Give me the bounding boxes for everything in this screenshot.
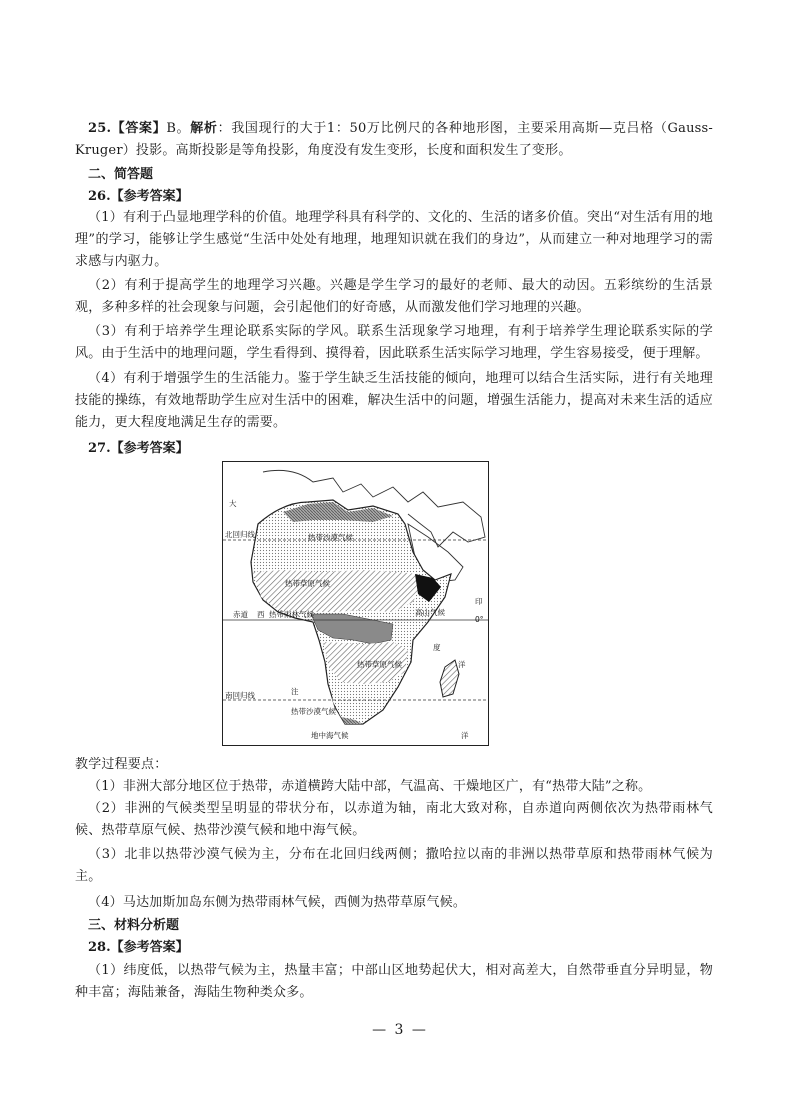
q27-point-4: （4）马达加斯加岛东侧为热带雨林气候，西侧为热带草原气候。 — [88, 895, 467, 910]
q26-heading: 26.【参考答案】 — [88, 189, 189, 204]
q27-point-2: （2）非洲的气候类型呈明显的带状分布，以赤道为轴，南北大致对称，自赤道向两侧依次为热带雨林气候、热带草原气候、热带沙漠气候和地中海气候。 — [75, 801, 713, 838]
q25-text: ：我国现行的大于1：50万比例尺的各种地形图，主要采用高斯—克吕格（Gauss-Kruger）投影。高斯投影是等角投影，角度没有发生变形，长度和面积发生了变形。 — [75, 121, 713, 158]
map-label-yin: 印 — [475, 597, 483, 606]
q25-paragraph — [75, 118, 713, 162]
section-2-heading: 二、简答题 — [88, 167, 154, 182]
map-label-du: 度 — [433, 643, 441, 652]
savanna-zone-north — [253, 570, 423, 612]
africa-map-svg — [223, 462, 488, 745]
page-number: — 3 — — [372, 1022, 428, 1038]
map-label-tropic-north: 北回归线 — [225, 530, 255, 539]
map-label-mediterranean: 地中海气候 — [311, 731, 349, 740]
madagascar — [440, 660, 459, 697]
map-label-desert-south: 热带沙漠气候 — [291, 707, 336, 716]
q26-point-1: （1）有利于凸显地理学科的价值。地理学科具有科学的、文化的、生活的诸多价值。突出“对生活有用的地理”的学习，能够让学生感觉“生活中处处有地理，地理知识就在我们的身边”，从而建立一种对地理学习的需求感与内驱力。 — [75, 210, 713, 269]
q26-point-3: （3）有利于培养学生理论联系实际的学风。联系生活现象学习地理，有利于培养学生理论联系实际的学风。由于生活中的地理问题，学生看得到、摸得着，因此联系生活实际学习地理，学生容易接受，便于理解。 — [75, 324, 713, 361]
map-label-west: 西 — [257, 610, 265, 619]
map-label-zero: 0° — [475, 615, 484, 624]
map-label-savanna-north: 热带草原气候 — [285, 579, 330, 588]
q27-point-3: （3）北非以热带沙漠气候为主，分布在北回归线两侧；撒哈拉以南的非洲以热带草原和热带雨林气候为主。 — [75, 847, 713, 884]
q25-label: 解析 — [190, 121, 218, 136]
map-label-highland: 高山气候 — [415, 608, 445, 617]
map-label-savanna-south: 热带草原气候 — [357, 660, 402, 669]
map-label-rainforest: 热带雨林气候 — [269, 610, 314, 619]
q27-teaching-heading: 教学过程要点： — [75, 757, 168, 772]
map-label-yang: 洋 — [458, 660, 466, 669]
q25-number: 25.【答案】 — [88, 121, 167, 136]
q26-point-4: （4）有利于增强学生的生活能力。鉴于学生缺乏生活技能的倾向，地理可以结合生活实际，进行有关地理技能的操练，有效地帮助学生应对生活中的困难，解决生活中的问题，增强生活能力，提高对未来生活的适应能力，更大程度地满足生存的需要。 — [75, 371, 713, 430]
q25-answer: B。 — [166, 121, 191, 136]
section-3-heading: 三、材料分析题 — [88, 918, 180, 933]
q28-heading: 28.【参考答案】 — [88, 940, 189, 955]
map-label-equator: 赤道 — [233, 610, 248, 619]
q27-heading: 27.【参考答案】 — [88, 441, 189, 456]
map-label-da: 大 — [229, 499, 237, 508]
q26-point-2: （2）有利于提高学生的地理学习兴趣。兴趣是学生学习的最好的老师、最大的动因。五彩缤纷的生活景观，多种多样的社会现象与问题，会引起他们的好奇感，从而激发他们学习地理的兴趣。 — [75, 278, 713, 315]
map-label-tropic-south: 南回归线 — [225, 691, 255, 700]
q27-point-1: （1）非洲大部分地区位于热带，赤道横跨大陆中部，气温高、干燥地区广，有“热带大陆”之称。 — [88, 779, 652, 794]
africa-climate-map — [222, 461, 489, 746]
map-label-zhu: 注 — [291, 687, 299, 696]
q28-point-1: （1）纬度低，以热带气候为主，热量丰富；中部山区地势起伏大，相对高差大，自然带垂直分异明显，物种丰富；海陆兼备，海陆生物种类众多。 — [75, 963, 713, 1000]
map-label-yang2: 洋 — [461, 731, 469, 740]
map-label-desert-north: 热带沙漠气候 — [308, 533, 353, 542]
